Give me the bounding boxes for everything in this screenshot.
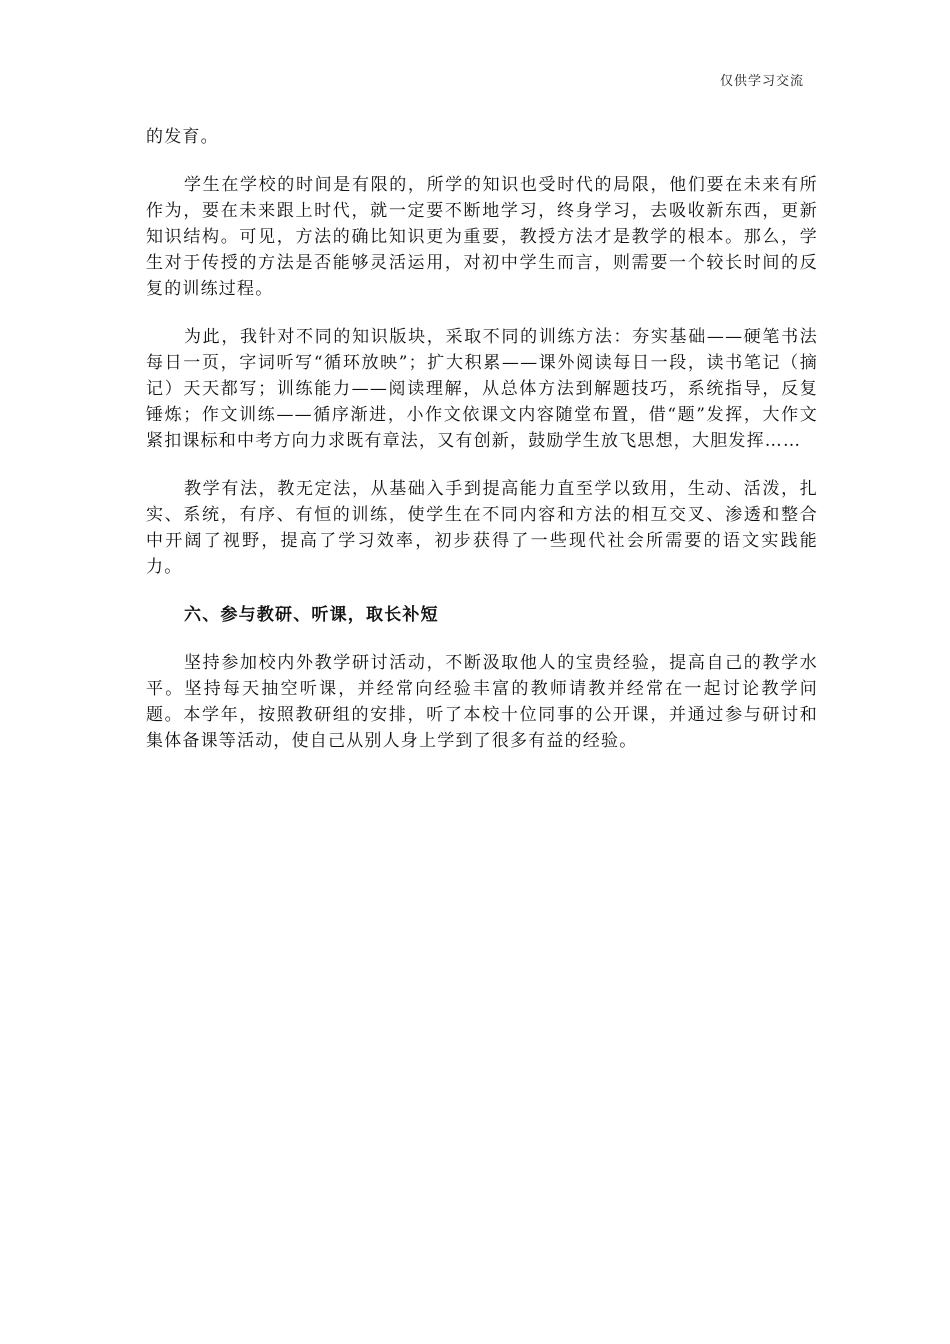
document-body [146, 124, 818, 776]
paragraph-teaching-approach: 教学有法，教无定法，从基础入手到提高能力直至学以致用，生动、活泼，扎实、系统，有序、有恒的训练，使学生在不同内容和方法的相互交叉、渗透和整合中开阔了视野，提高了学习效率，初步获得了一些现代社会所需要的语文实践能力。 [146, 479, 818, 577]
header-note: 仅供学习交流 [719, 74, 804, 89]
section-heading: 六、参与教研、听课，取长补短 [184, 605, 439, 625]
paragraph-training-methods: 为此，我针对不同的知识版块，采取不同的训练方法：夯实基础——硬笔书法每日一页，字词听写“循环放映”；扩大积累——课外阅读每日一段，读书笔记（摘记）天天都写；训练能力——阅读理解，从总体方法到解题技巧，系统指导，反复锤炼；作文训练——循序渐进，小作文依课文内容随堂布置，借“题”发挥，大作文紧扣课标和中考方向力求既有章法，又有创新，鼓励学生放飞思想，大胆发挥…… [146, 327, 818, 451]
paragraph-continuation: 的发育。 [146, 127, 219, 147]
paragraph-research-activities: 坚持参加校内外教学研讨活动，不断汲取他人的宝贵经验，提高自己的教学水平。坚持每天抽空听课，并经常向经验丰富的教师请教并经常在一起讨论教学问题。本学年，按照教研组的安排，听了本校十位同事的公开课，并通过参与研讨和集体备课等活动，使自己从别人身上学到了很多有益的经验。 [146, 653, 818, 751]
paragraph-learning-methods: 学生在学校的时间是有限的，所学的知识也受时代的局限，他们要在未来有所作为，要在未来跟上时代，就一定要不断地学习，终身学习，去吸收新东西，更新知识结构。可见，方法的确比知识更为重要，教授方法才是教学的根本。那么，学生对于传授的方法是否能够灵活运用，对初中学生而言，则需要一个较长时间的反复的训练过程。 [146, 175, 818, 299]
